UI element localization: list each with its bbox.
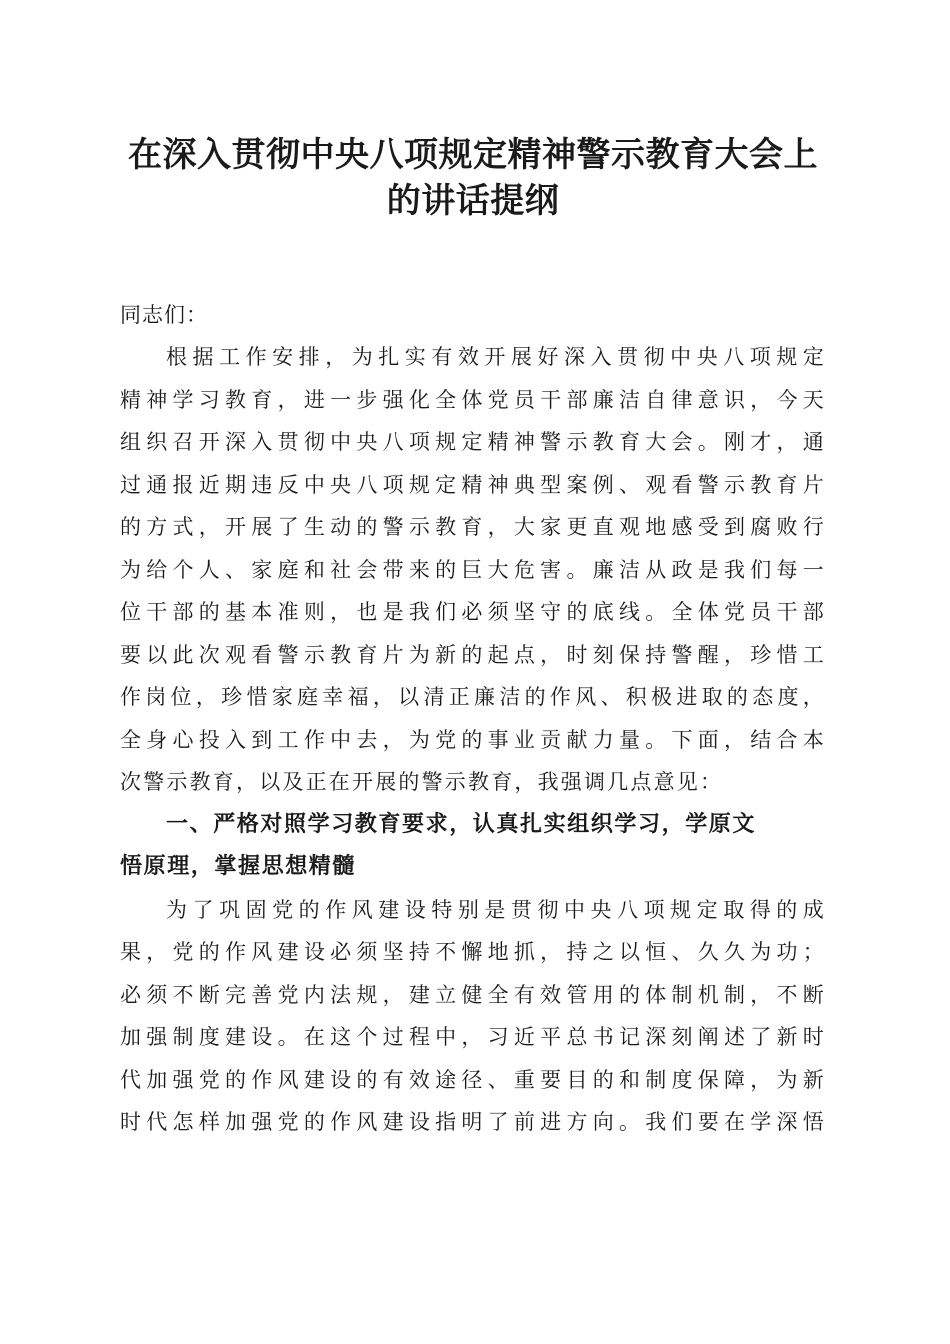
salutation: 同志们：	[120, 303, 208, 327]
paragraph-line: 次警示教育，以及正在开展的警示教育，我强调几点意见：	[120, 770, 724, 794]
paragraph-line: 代加强党的作风建设的有效途径、重要目的和制度保障，为新	[120, 1067, 826, 1092]
paragraph-line: 位干部的基本准则，也是我们必须坚守的底线。全体党员干部	[120, 600, 826, 624]
paragraph-line: 时代怎样加强党的作风建设指明了前进方向。我们要在学深悟	[120, 1110, 826, 1134]
section-heading-1	[120, 804, 826, 889]
paragraph-line: 必须不断完善党内法规，建立健全有效管用的体制机制，不断	[120, 982, 826, 1007]
title-line-2: 的讲话提纲	[386, 181, 560, 221]
paragraph-line: 加强制度建设。在这个过程中，习近平总书记深刻阐述了新时	[120, 1025, 826, 1049]
paragraph-line: 全身心投入到工作中去，为党的事业贡献力量。下面，结合本	[120, 727, 826, 752]
paragraph-line: 组织召开深入贯彻中央八项规定精神警示教育大会。刚才，通	[120, 430, 826, 454]
document-page	[120, 132, 826, 1144]
paragraph-line: 根据工作安排，为扎实有效开展好深入贯彻中央八项规定	[166, 345, 826, 369]
document-title	[120, 132, 826, 224]
paragraph-line: 要以此次观看警示教育片为新的起点，时刻保持警醒，珍惜工	[120, 642, 826, 667]
paragraph-line: 作岗位，珍惜家庭幸福，以清正廉洁的作风、积极进取的态度，	[120, 685, 826, 709]
heading-line: 一、严格对照学习教育要求，认真扎实组织学习，学原文	[166, 811, 757, 837]
paragraph-line: 的方式，开展了生动的警示教育，大家更直观地感受到腐败行	[120, 515, 826, 539]
paragraph-line: 过通报近期违反中央八项规定精神典型案例、观看警示教育片	[120, 472, 826, 497]
paragraph-line: 为了巩固党的作风建设特别是贯彻中央八项规定取得的成	[166, 897, 826, 922]
heading-line: 悟原理，掌握思想精髓	[120, 854, 357, 879]
section-1-paragraph	[120, 889, 826, 1144]
title-line-1: 在深入贯彻中央八项规定精神警示教育大会上	[128, 135, 818, 175]
intro-paragraph	[120, 336, 826, 804]
paragraph-line: 为给个人、家庭和社会带来的巨大危害。廉洁从政是我们每一	[120, 557, 826, 582]
paragraph-line: 果，党的作风建设必须坚持不懈地抓，持之以恒、久久为功；	[120, 940, 826, 964]
paragraph-line: 精神学习教育，进一步强化全体党员干部廉洁自律意识，今天	[120, 387, 826, 412]
